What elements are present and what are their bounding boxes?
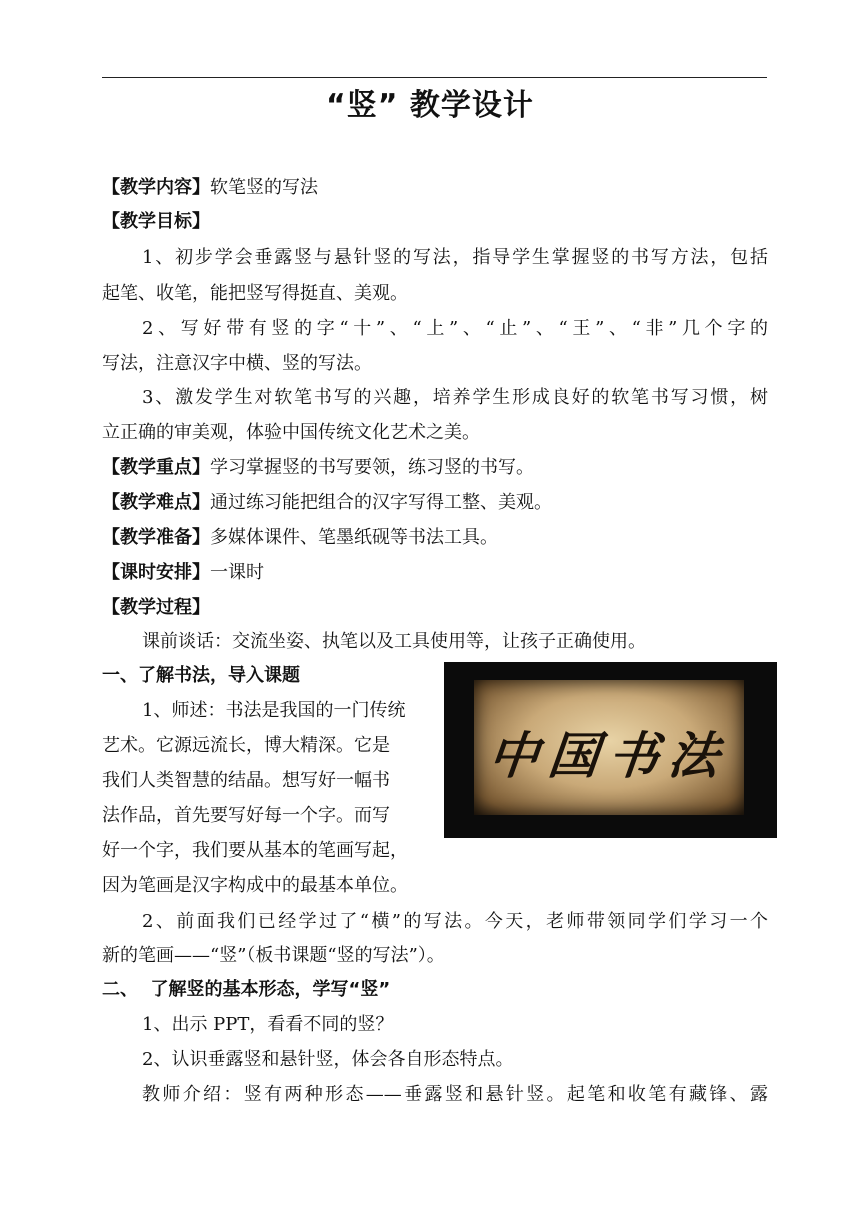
content-text: 软笔竖的写法	[210, 177, 318, 198]
process-label: 【教学过程】	[102, 597, 210, 618]
section2-heading: 二、 了解竖的基本形态，学写“竖”	[102, 979, 391, 1000]
goal3-line2: 立正确的审美观，体验中国传统文化艺术之美。	[102, 422, 480, 443]
prep-row	[102, 526, 768, 550]
time-label: 【课时安排】	[102, 562, 210, 583]
sec1-p1-line1: 1、师述：书法是我国的一门传统	[142, 700, 406, 721]
sec1-p1-line5: 好一个字，我们要从基本的笔画写起，	[102, 840, 408, 861]
sec2-p1: 1、出示 PPT，看看不同的竖？	[142, 1014, 394, 1035]
goal2-line1: 2、写好带有竖的字“十”、“上”、“止”、“王”、“非”几个字的	[142, 318, 768, 339]
scroll-background	[474, 680, 744, 815]
time-text: 一课时	[210, 562, 264, 583]
key-label: 【教学重点】	[102, 457, 210, 478]
difficulty-row	[102, 491, 768, 515]
calligraphy-text: 中国书法	[485, 726, 732, 785]
content-label: 【教学内容】	[102, 177, 210, 198]
goal1-line2: 起笔、收笔，能把竖写得挺直、美观。	[102, 283, 408, 304]
difficulty-text: 通过练习能把组合的汉字写得工整、美观。	[210, 492, 552, 513]
goal3-line1: 3、激发学生对软笔书写的兴趣，培养学生形成良好的软笔书写习惯，树	[142, 387, 768, 408]
sec2-p2: 2、认识垂露竖和悬针竖，体会各自形态特点。	[142, 1049, 514, 1070]
difficulty-label: 【教学难点】	[102, 492, 210, 513]
sec1-p2-line1: 2、前面我们已经学过了“横”的写法。今天，老师带领同学们学习一个	[142, 911, 768, 932]
prep-label: 【教学准备】	[102, 527, 210, 548]
sec1-p1-line2: 艺术。它源远流长，博大精深。它是	[102, 735, 390, 756]
content-row	[102, 176, 768, 200]
pre-talk: 课前谈话：交流坐姿、执笔以及工具使用等，让孩子正确使用。	[142, 631, 646, 652]
doc-title: “竖” 教学设计	[326, 88, 534, 123]
goals-heading	[102, 210, 768, 234]
sec2-p3: 教师介绍：竖有两种形态——垂露竖和悬针竖。起笔和收笔有藏锋、露	[142, 1084, 768, 1105]
process-heading	[102, 596, 768, 620]
key-text: 学习掌握竖的书写要领，练习竖的书写。	[210, 457, 534, 478]
goal1-line1: 1、初步学会垂露竖与悬针竖的写法，指导学生掌握竖的书写方法，包括	[142, 247, 768, 268]
sec1-p2-line2: 新的笔画——“竖”（板书课题“竖的写法”）。	[102, 945, 445, 966]
sec1-p1-line3: 我们人类智慧的结晶。想写好一幅书	[102, 770, 390, 791]
key-row	[102, 456, 768, 480]
section1-heading: 一、了解书法，导入课题	[102, 665, 300, 686]
sec1-p1-line4: 法作品，首先要写好每一个字。而写	[102, 805, 390, 826]
prep-text: 多媒体课件、笔墨纸砚等书法工具。	[210, 527, 498, 548]
sec1-p1-line6: 因为笔画是汉字构成中的最基本单位。	[102, 875, 408, 896]
goal2-line2: 写法，注意汉字中横、竖的写法。	[102, 353, 372, 374]
header-rule	[102, 77, 767, 78]
goals-label: 【教学目标】	[102, 211, 210, 232]
time-row	[102, 561, 768, 585]
calligraphy-image	[444, 662, 777, 838]
